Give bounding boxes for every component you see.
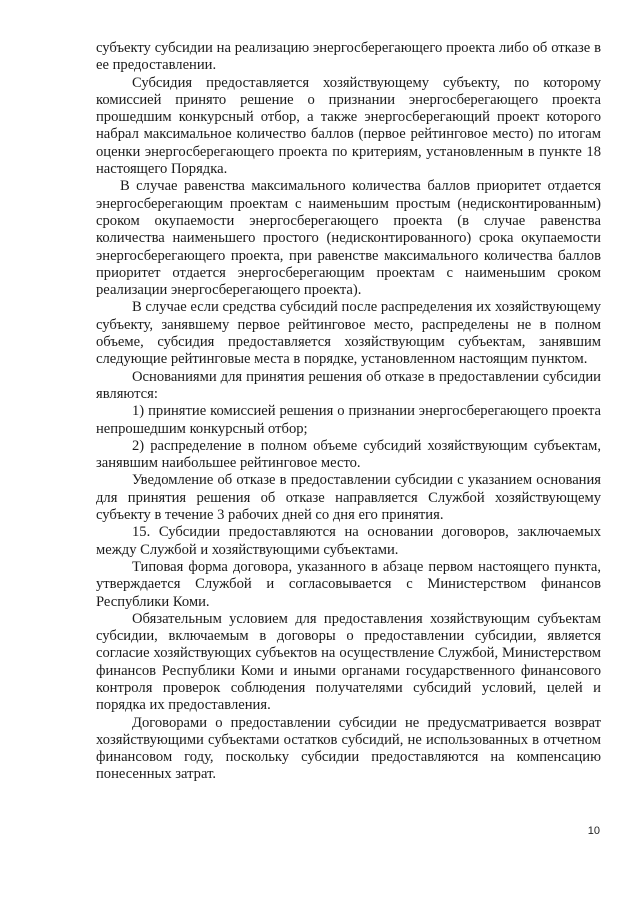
paragraph-6: Уведомление об отказе в предоставлении субсидии с указанием основания для принятия решения об отказе направляется Службой хозяйствующему субъекту в течение 3 рабочих дней со дня его принятия. [96,472,601,524]
paragraph-2: Субсидия предоставляется хозяйствующему субъекту, по которому комиссией принято решение о признании энергосберегающего проекта прошедшим конкурсный отбор, а также энергосберегающий проект которого набрал максимальное количество баллов (первое рейтинговое место) по итогам оценки энергосберегающего проекта по критериям, установленным в пункте 18 настоящего Порядка. [96,74,601,178]
section-15-paragraph: 15. Субсидии предоставляются на основании договоров, заключаемых между Службой и хозяйствующими субъектами. [96,524,601,558]
page-number: 10 [587,825,600,837]
paragraph-3: В случае равенства максимального количества баллов приоритет отдается энергосберегающим проектам с наименьшим простым (недисконтированным) сроком окупаемости энергосберегающего проекта (в случае равенства количества наименьшего простого (недисконтированного) срока окупаемости энергосберегающего проекта, при равенстве максимального количества баллов приоритет отдается энергосберегающим проектам с наименьшим сроком реализации энергосберегающего проекта). [96,178,601,299]
paragraph-5: Основаниями для принятия решения об отказе в предоставлении субсидии являются: [96,368,601,402]
list-item-2: 2) распределение в полном объеме субсидий хозяйствующим субъектам, занявшим наибольшее рейтинговое место. [96,437,601,472]
paragraph-9: Договорами о предоставлении субсидии не предусматривается возврат хозяйствующими субъектами остатков субсидий, не использованных в отчетном финансовом году, поскольку субсидии предоставляются на компенсацию понесенных затрат. [96,714,601,783]
list-item-1: 1) принятие комиссией решения о признании энергосберегающего проекта непрошедшим конкурсный отбор; [96,403,601,437]
paragraph-7: Типовая форма договора, указанного в абзаце первом настоящего пункта, утверждается Службой и согласовывается с Министерством финансов Республики Коми. [96,558,601,610]
paragraph-4: В случае если средства субсидий после распределения их хозяйствующему субъекту, занявшему первое рейтинговое место, распределены не в полном объеме, субсидия предоставляется хозяйствующим субъектам, занявшим следующие рейтинговые места в порядке, установленном настоящим пунктом. [96,299,601,368]
paragraph-8: Обязательным условием для предоставления хозяйствующим субъектам субсидии, включаемым в договоры о предоставлении субсидии, является согласие хозяйствующих субъектов на осуществление Службой, Министерством финансов Республики Коми и иными органами государственного финансового контроля проверок соблюдения получателями субсидий условий, целей и порядка их предоставления. [96,610,601,714]
document-body [96,40,601,784]
paragraph-1: субъекту субсидии на реализацию энергосберегающего проекта либо об отказе в ее предоставлении. [96,40,601,74]
